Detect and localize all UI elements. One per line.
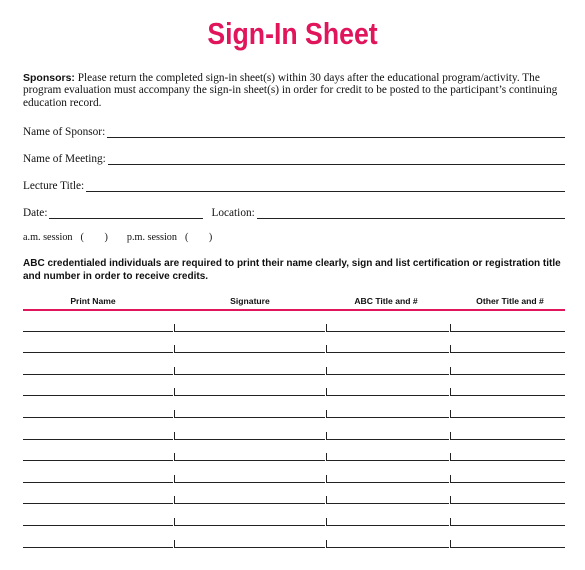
sponsor-instructions <box>23 72 563 109</box>
column-header-signature: Signature <box>230 296 270 306</box>
page-title: Sign-In Sheet <box>207 16 378 51</box>
column-divider <box>450 496 451 504</box>
signature-rows <box>23 310 565 548</box>
am-session-checkbox[interactable]: ( ) <box>80 232 117 243</box>
table-row <box>23 332 565 354</box>
column-divider <box>450 540 451 548</box>
date-label: Date: <box>23 207 48 219</box>
sponsors-text: Please return the completed sign-in sheet(s) within 30 days after the educational program/activity. The program evaluation must accompany the sign-in sheet(s) in order for credit to be posted to the participant’s continuing education record. <box>23 72 558 109</box>
meeting-label: Name of Meeting: <box>23 153 106 165</box>
column-divider <box>326 388 327 396</box>
column-header-other-title: Other Title and # <box>476 296 544 306</box>
column-divider <box>174 496 175 504</box>
lecture-line[interactable] <box>86 180 565 192</box>
sponsor-label: Name of Sponsor: <box>23 126 106 138</box>
location-line[interactable] <box>257 207 565 219</box>
column-divider <box>174 475 175 483</box>
column-divider <box>174 324 175 332</box>
column-divider <box>450 388 451 396</box>
table-header <box>23 296 565 308</box>
lecture-label: Lecture Title: <box>23 180 85 192</box>
table-row <box>23 461 565 483</box>
column-divider <box>174 432 175 440</box>
column-divider <box>174 518 175 526</box>
date-line[interactable] <box>49 207 203 219</box>
table-row <box>23 353 565 375</box>
pm-session-checkbox[interactable]: ( ) <box>184 232 222 243</box>
sponsor-field <box>23 124 565 138</box>
column-divider <box>450 324 451 332</box>
location-label: Location: <box>211 207 255 219</box>
abc-title-cell[interactable] <box>327 547 449 548</box>
column-divider <box>326 345 327 353</box>
date-location-field <box>23 205 565 219</box>
credential-notice: ABC credentialed individuals are required to print their name clearly, sign and list certification or registration title and number in order to receive credits. <box>23 258 561 282</box>
column-divider <box>326 324 327 332</box>
column-divider <box>174 410 175 418</box>
column-divider <box>326 518 327 526</box>
table-row <box>23 440 565 462</box>
meeting-line[interactable] <box>108 153 565 165</box>
meeting-field <box>23 151 565 165</box>
column-divider <box>326 410 327 418</box>
column-divider <box>326 367 327 375</box>
lecture-field <box>23 178 565 192</box>
column-divider <box>450 345 451 353</box>
column-divider <box>174 540 175 548</box>
table-row <box>23 310 565 332</box>
sponsors-lead: Sponsors: <box>23 72 75 84</box>
pm-session-label: p.m. session <box>126 232 177 243</box>
column-divider <box>174 367 175 375</box>
column-divider <box>450 367 451 375</box>
column-divider <box>450 475 451 483</box>
column-divider <box>326 540 327 548</box>
am-session-label: a.m. session <box>23 232 73 243</box>
column-divider <box>326 475 327 483</box>
table-row <box>23 375 565 397</box>
table-row <box>23 504 565 526</box>
column-divider <box>174 453 175 461</box>
sponsor-line[interactable] <box>107 126 565 138</box>
column-header-print-name: Print Name <box>70 296 116 306</box>
column-divider <box>450 432 451 440</box>
column-divider <box>174 345 175 353</box>
table-row <box>23 483 565 505</box>
table-row <box>23 396 565 418</box>
column-divider <box>174 388 175 396</box>
column-divider <box>326 453 327 461</box>
table-row <box>23 418 565 440</box>
print-name-cell[interactable] <box>23 547 173 548</box>
signature-cell[interactable] <box>175 547 325 548</box>
column-divider <box>450 518 451 526</box>
column-divider <box>326 496 327 504</box>
column-divider <box>450 453 451 461</box>
column-header-abc-title: ABC Title and # <box>354 296 418 306</box>
column-divider <box>326 432 327 440</box>
column-divider <box>450 410 451 418</box>
other-title-cell[interactable] <box>451 547 565 548</box>
session-selector <box>23 232 227 243</box>
table-row <box>23 526 565 548</box>
